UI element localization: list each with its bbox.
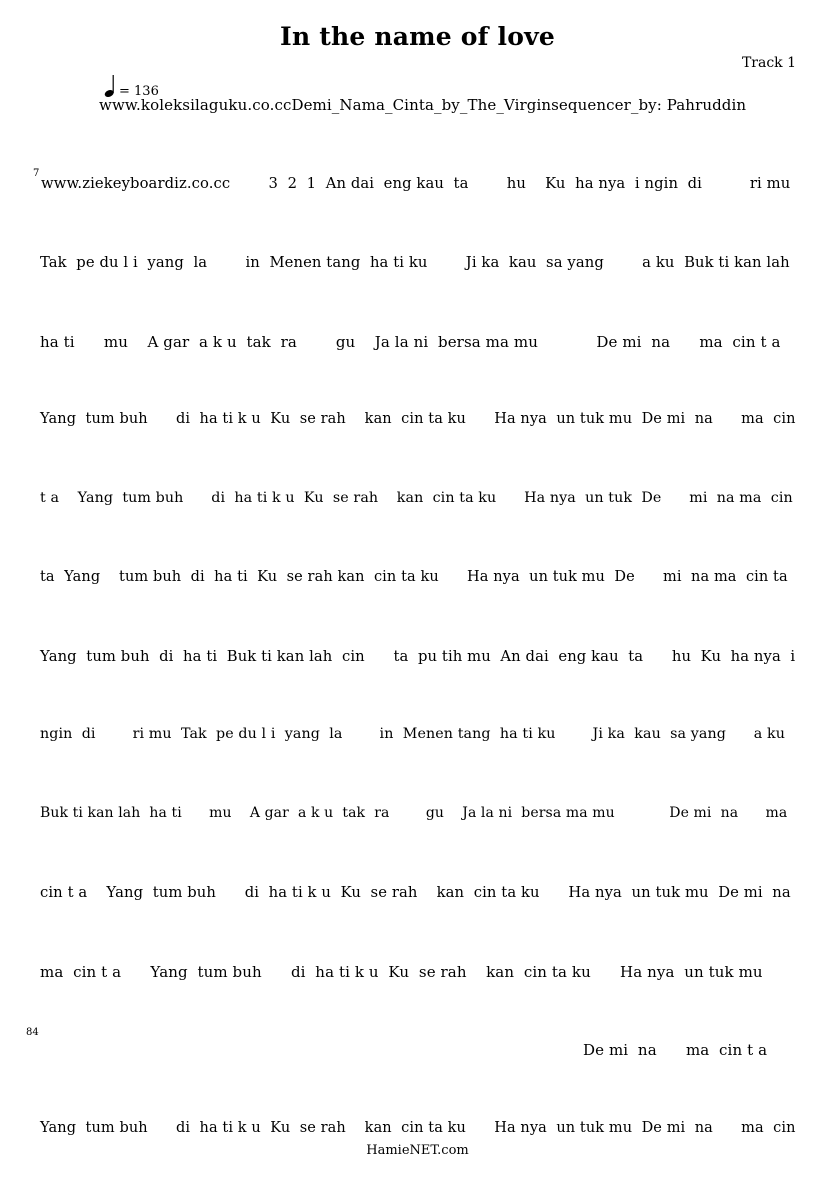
lyric-line: t a Yang tum buh di ha ti k u Ku se rah kan cin ta ku Ha nya un tuk De mi na ma cin <box>40 490 793 506</box>
quarter-note-icon <box>104 74 116 98</box>
lyric-line: ngin di ri mu Tak pe du l i yang la in Menen tang ha ti ku Ji ka kau sa yang a ku <box>40 726 786 742</box>
lyric-line: ha ti mu A gar a k u tak ra gu Ja la ni bersa ma mu De mi na ma cin t a <box>40 333 781 351</box>
lyric-line: Yang tum buh di ha ti k u Ku se rah kan cin ta ku Ha nya un tuk mu De mi na ma cin <box>40 411 796 427</box>
tempo-marking <box>104 72 159 98</box>
credit-line: www.koleksilaguku.co.ccDemi_Nama_Cinta_by_The_Virginsequencer_by: Pahruddin <box>99 96 747 114</box>
tempo-value: = 136 <box>119 84 159 99</box>
lyric-line: cin t a Yang tum buh di ha ti k u Ku se rah kan cin ta ku Ha nya un tuk mu De mi na <box>40 884 791 901</box>
page-title: In the name of love <box>280 22 555 51</box>
track-label: Track 1 <box>741 55 796 71</box>
lyric-line: www.ziekeyboardiz.co.cc 3 2 1 An dai eng kau ta hu Ku ha nya i ngin di ri mu <box>41 175 791 192</box>
lyric-line: ma cin t a Yang tum buh di ha ti k u Ku se rah kan cin ta ku Ha nya un tuk mu <box>40 963 763 981</box>
measure-number: 84 <box>26 1027 39 1038</box>
lyric-line: Tak pe du l i yang la in Menen tang ha ti ku Ji ka kau sa yang a ku Buk ti kan lah <box>40 254 790 271</box>
measure-number: 7 <box>33 168 40 179</box>
lyric-line: Yang tum buh di ha ti Buk ti kan lah cin ta pu tih mu An dai eng kau ta hu Ku ha nya i <box>40 648 796 665</box>
lyric-line: Buk ti kan lah ha ti mu A gar a k u tak ra gu Ja la ni bersa ma mu De mi na ma <box>40 805 788 821</box>
lyric-line: Yang tum buh di ha ti k u Ku se rah kan cin ta ku Ha nya un tuk mu De mi na ma cin <box>40 1120 796 1136</box>
lyric-line: ta Yang tum buh di ha ti Ku se rah kan cin ta ku Ha nya un tuk mu De mi na ma cin ta <box>40 569 788 585</box>
footer-credit: HamieNET.com <box>366 1143 469 1158</box>
lyric-line: De mi na ma cin t a <box>583 1041 768 1059</box>
